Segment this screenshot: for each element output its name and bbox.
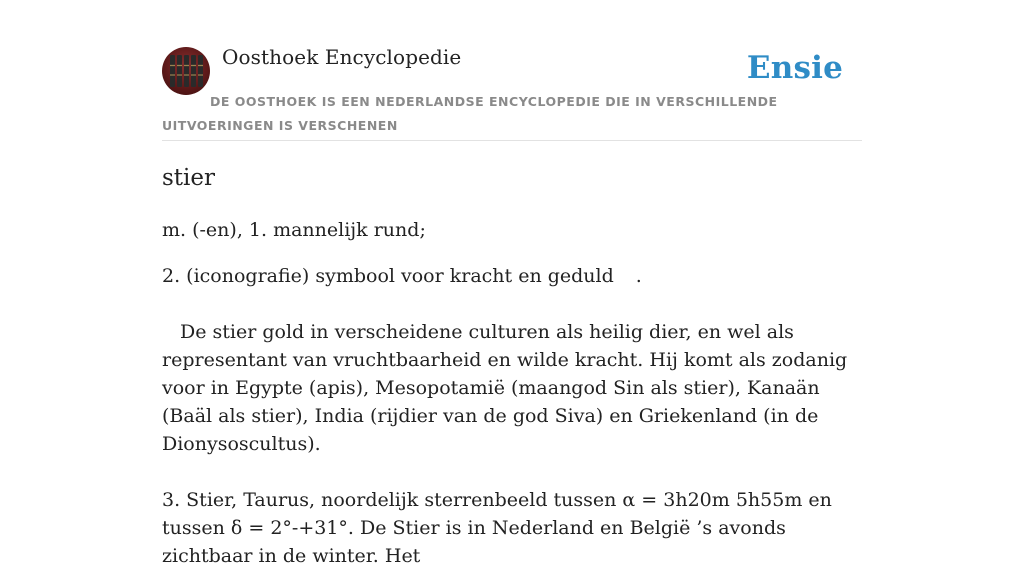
- definition-1: m. (-en), 1. mannelijk rund;: [162, 219, 426, 241]
- brand-logo[interactable]: Ensie: [746, 50, 843, 86]
- definition-3: 3. Stier, Taurus, noordelijk sterrenbeeld tussen α = 3h20m 5h55m en tussen δ = 2°-+31°. De Stier is in Nederland en België ’s avonds zichtbaar in de winter. Het: [162, 489, 832, 567]
- paragraph-1: De stier gold in verscheidene culturen als heilig dier, en wel als representant van vruchtbaarheid en wilde kracht. Hij komt als zodanig voor in Egypte (apis), Mesopotamië (maangod Sin als stier), Kanaän (Baäl als stier), India (rijdier van de god Siva) en Griekenland (in de Dionysoscultus).: [162, 321, 848, 455]
- entry-content: [162, 160, 852, 570]
- encyclopedia-books-icon[interactable]: [162, 47, 210, 95]
- definition-2-text: 2. (iconografie) symbool voor kracht en geduld: [162, 265, 614, 287]
- site-title[interactable]: Oosthoek Encyclopedie: [222, 45, 462, 69]
- definition-2-end: .: [635, 265, 642, 287]
- definition-2: [162, 262, 852, 290]
- entry-title: stier: [162, 165, 216, 191]
- site-header: [162, 46, 862, 141]
- site-tagline: DE OOSTHOEK IS EEN NEDERLANDSE ENCYCLOPEDIE DIE IN VERSCHILLENDE UITVOERINGEN IS VERSCHENEN: [162, 94, 778, 133]
